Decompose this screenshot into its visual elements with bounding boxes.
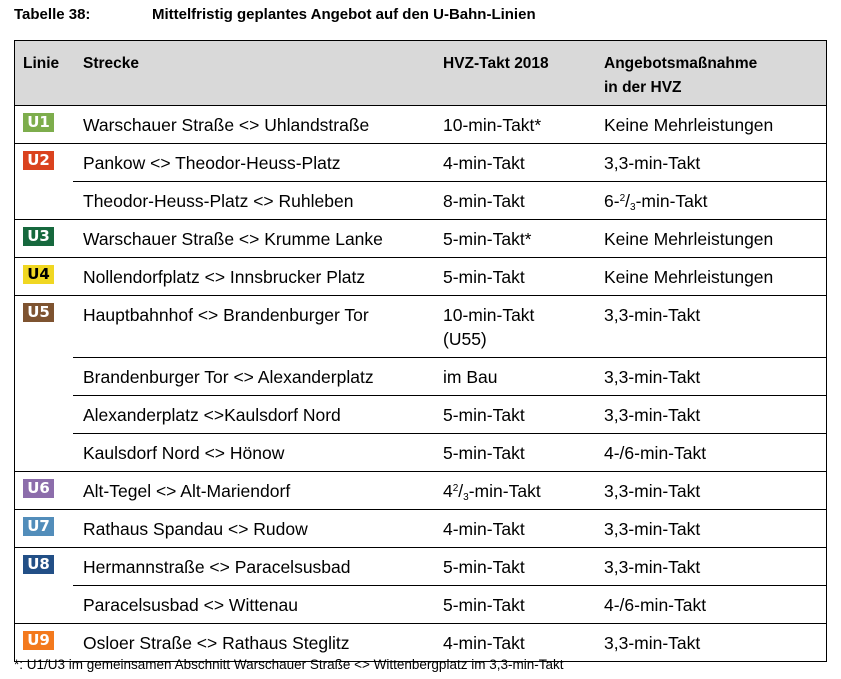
- line-badge-u6: U6: [23, 479, 54, 498]
- line-badge-u3: U3: [23, 227, 54, 246]
- measure-cell: 4-/6-min-Takt: [604, 443, 707, 463]
- table-row: [73, 585, 826, 623]
- line-group-u9: [15, 623, 826, 661]
- takt-whole: 4: [443, 481, 453, 501]
- table-title: Mittelfristig geplantes Angebot auf den U-Bahn-Linien: [152, 6, 536, 23]
- route-cell: Nollendorfplatz <> Innsbrucker Platz: [83, 267, 366, 287]
- takt-cell: 5-min-Takt: [443, 557, 525, 577]
- table-row: [73, 181, 826, 219]
- table-row: [15, 472, 826, 509]
- header-line: Linie: [23, 55, 60, 72]
- route-cell: Alexanderplatz <>Kaulsdorf Nord: [83, 405, 341, 425]
- takt-cell: 4-min-Takt: [443, 633, 525, 653]
- takt-cell: 4-min-Takt: [443, 519, 525, 539]
- route-cell: Theodor-Heuss-Platz <> Ruhleben: [83, 191, 354, 211]
- measure-cell: [594, 189, 826, 213]
- measure-cell: 3,3-min-Takt: [604, 305, 701, 325]
- takt-numerator: 2: [452, 483, 459, 494]
- route-cell: Warschauer Straße <> Uhlandstraße: [83, 115, 370, 135]
- line-group-u3: [15, 219, 826, 257]
- takt-slash: /: [458, 481, 464, 501]
- line-badge-u8: U8: [23, 555, 54, 574]
- line-badge-u9: U9: [23, 631, 54, 650]
- measure-whole: 6-: [604, 191, 620, 211]
- takt-cell: 10-min-Takt*: [443, 115, 542, 135]
- takt-cell: 8-min-Takt: [443, 191, 525, 211]
- takt-cell: 5-min-Takt: [443, 595, 525, 615]
- footnote: *: U1/U3 im gemeinsamen Abschnitt Warschauer Straße <> Wittenbergplatz im 3,3-min-Takt: [14, 657, 564, 672]
- line-badge-u2: U2: [23, 151, 54, 170]
- line-group-u2: [15, 143, 826, 219]
- table-row: [15, 296, 826, 357]
- header-measure: [594, 41, 826, 105]
- route-cell: Hauptbahnhof <> Brandenburger Tor: [83, 305, 369, 325]
- takt-cell: im Bau: [443, 367, 498, 387]
- line-badge-u5: U5: [23, 303, 54, 322]
- table-row: [15, 220, 826, 257]
- table-number: Tabelle 38:: [14, 6, 91, 23]
- table-row: [15, 106, 826, 143]
- measure-denominator: 3: [630, 202, 636, 213]
- measure-cell: 4-/6-min-Takt: [604, 595, 707, 615]
- takt-denominator: 3: [463, 492, 469, 503]
- measure-cell: Keine Mehrleistungen: [604, 267, 774, 287]
- route-cell: Warschauer Straße <> Krumme Lanke: [83, 229, 383, 249]
- takt-line-1: 10-min-Takt: [443, 305, 535, 325]
- measure-suffix: -min-Takt: [635, 191, 708, 211]
- takt-suffix: -min-Takt: [468, 481, 541, 501]
- line-group-u8: [15, 547, 826, 623]
- takt-cell: 5-min-Takt: [443, 405, 525, 425]
- header-measure-line-2: in der HVZ: [604, 79, 682, 96]
- line-badge-u1: U1: [23, 113, 54, 132]
- route-cell: Paracelsusbad <> Wittenau: [83, 595, 298, 615]
- takt-cell: 4-min-Takt: [443, 153, 525, 173]
- takt-cell: [433, 303, 594, 351]
- line-group-u1: [15, 106, 826, 143]
- measure-slash: /: [625, 191, 630, 211]
- measure-cell: Keine Mehrleistungen: [604, 115, 774, 135]
- line-badge-u7: U7: [23, 517, 54, 536]
- header-takt: HVZ-Takt 2018: [443, 55, 549, 72]
- measure-cell: 3,3-min-Takt: [604, 481, 701, 501]
- table-row: [15, 624, 826, 661]
- line-group-u5: [15, 295, 826, 471]
- route-cell: Pankow <> Theodor-Heuss-Platz: [83, 153, 341, 173]
- line-badge-u4: U4: [23, 265, 54, 284]
- takt-cell: [433, 479, 594, 503]
- route-cell: Hermannstraße <> Paracelsusbad: [83, 557, 351, 577]
- table-row: [15, 258, 826, 295]
- header-route: Strecke: [83, 55, 140, 72]
- route-cell: Brandenburger Tor <> Alexanderplatz: [83, 367, 374, 387]
- table-row: [73, 433, 826, 471]
- header-measure-line-1: Angebotsmaßnahme: [604, 55, 758, 72]
- line-group-u6: [15, 471, 826, 509]
- table-row: [15, 510, 826, 547]
- measure-cell: 3,3-min-Takt: [604, 519, 701, 539]
- takt-cell: 5-min-Takt: [443, 443, 525, 463]
- route-cell: Kaulsdorf Nord <> Hönow: [83, 443, 285, 463]
- route-cell: Rathaus Spandau <> Rudow: [83, 519, 308, 539]
- table-row: [73, 357, 826, 395]
- route-cell: Osloer Straße <> Rathaus Steglitz: [83, 633, 350, 653]
- route-cell: Alt-Tegel <> Alt-Mariendorf: [83, 481, 291, 501]
- line-group-u4: [15, 257, 826, 295]
- table-row: [15, 548, 826, 585]
- table-row: [15, 144, 826, 181]
- table-header: [15, 41, 826, 106]
- line-group-u7: [15, 509, 826, 547]
- measure-cell: 3,3-min-Takt: [604, 633, 701, 653]
- measure-cell: 3,3-min-Takt: [604, 557, 701, 577]
- takt-cell: 5-min-Takt*: [443, 229, 532, 249]
- table-row: [73, 395, 826, 433]
- table-caption: [14, 6, 536, 23]
- measure-cell: 3,3-min-Takt: [604, 153, 701, 173]
- takt-line-2: (U55): [443, 329, 487, 349]
- measure-numerator: 2: [619, 193, 626, 204]
- takt-cell: 5-min-Takt: [443, 267, 525, 287]
- measure-cell: 3,3-min-Takt: [604, 405, 701, 425]
- service-table: [14, 40, 827, 662]
- measure-cell: 3,3-min-Takt: [604, 367, 701, 387]
- measure-cell: Keine Mehrleistungen: [604, 229, 774, 249]
